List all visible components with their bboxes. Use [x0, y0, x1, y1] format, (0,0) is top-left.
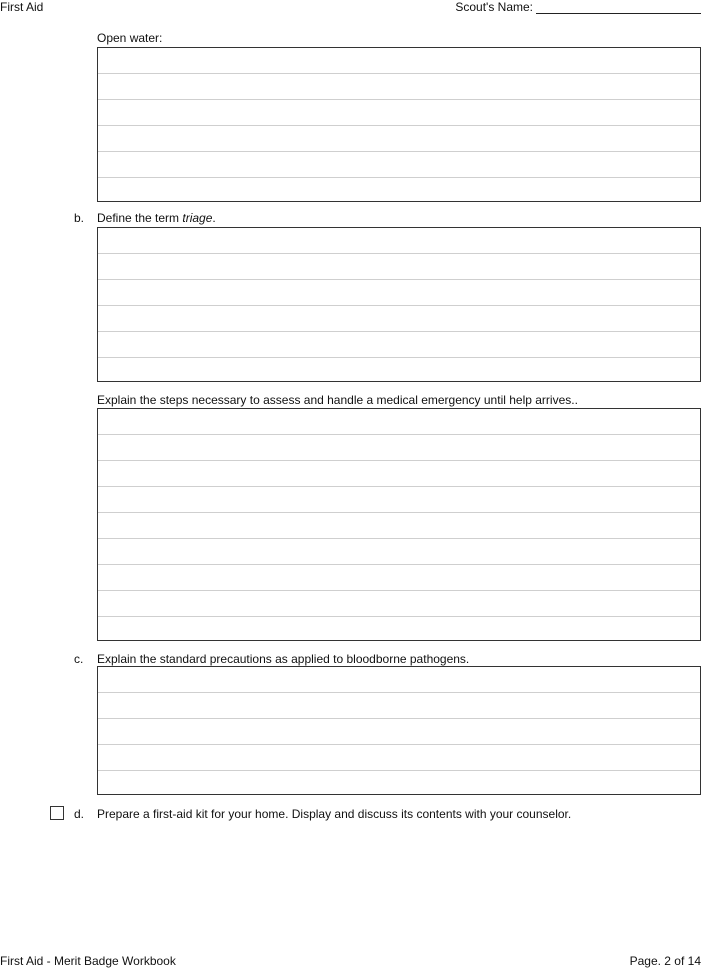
scout-name-label: Scout's Name:: [455, 0, 533, 14]
item-c-letter: c.: [74, 652, 84, 666]
answer-rule: [98, 434, 700, 435]
footer-workbook-title: First Aid - Merit Badge Workbook: [0, 954, 176, 968]
answer-rule: [98, 486, 700, 487]
item-b-prompt-before: Define the term: [97, 211, 183, 225]
answer-rule: [98, 692, 700, 693]
answer-rule: [98, 460, 700, 461]
answer-rule: [98, 279, 700, 280]
page-header-title: First Aid: [0, 0, 44, 14]
open-water-label: Open water:: [97, 31, 163, 45]
open-water-answer-box[interactable]: [97, 47, 701, 202]
answer-rule: [98, 305, 700, 306]
answer-rule: [98, 512, 700, 513]
answer-rule: [98, 253, 700, 254]
answer-rule: [98, 538, 700, 539]
item-d-prompt: Prepare a first-aid kit for your home. Display and discuss its contents with your counselor.: [97, 807, 572, 821]
item-b-prompt-after: .: [212, 211, 216, 225]
answer-rule: [98, 564, 700, 565]
answer-rule: [98, 590, 700, 591]
answer-rule: [98, 73, 700, 74]
answer-rule: [98, 770, 700, 771]
item-b-letter: b.: [74, 211, 85, 225]
answer-rule: [98, 718, 700, 719]
answer-rule: [98, 616, 700, 617]
scout-name-input-line[interactable]: [536, 1, 701, 14]
item-b-prompt-term: triage: [182, 211, 213, 225]
answer-rule: [98, 744, 700, 745]
bloodborne-answer-box[interactable]: [97, 666, 701, 795]
item-c-prompt: Explain the standard precautions as applied to bloodborne pathogens.: [97, 652, 470, 666]
answer-rule: [98, 151, 700, 152]
answer-rule: [98, 125, 700, 126]
item-d-checkbox[interactable]: [50, 806, 64, 820]
scout-name-field: [455, 0, 701, 14]
triage-answer-box[interactable]: [97, 227, 701, 382]
item-b-prompt: [97, 211, 216, 225]
answer-rule: [98, 177, 700, 178]
answer-rule: [98, 357, 700, 358]
answer-rule: [98, 99, 700, 100]
footer-page-number: Page. 2 of 14: [629, 954, 701, 968]
answer-rule: [98, 331, 700, 332]
item-d-letter: d.: [74, 807, 85, 821]
assess-emergency-answer-box[interactable]: [97, 408, 701, 641]
assess-emergency-prompt: Explain the steps necessary to assess and handle a medical emergency until help arrives..: [97, 393, 578, 407]
